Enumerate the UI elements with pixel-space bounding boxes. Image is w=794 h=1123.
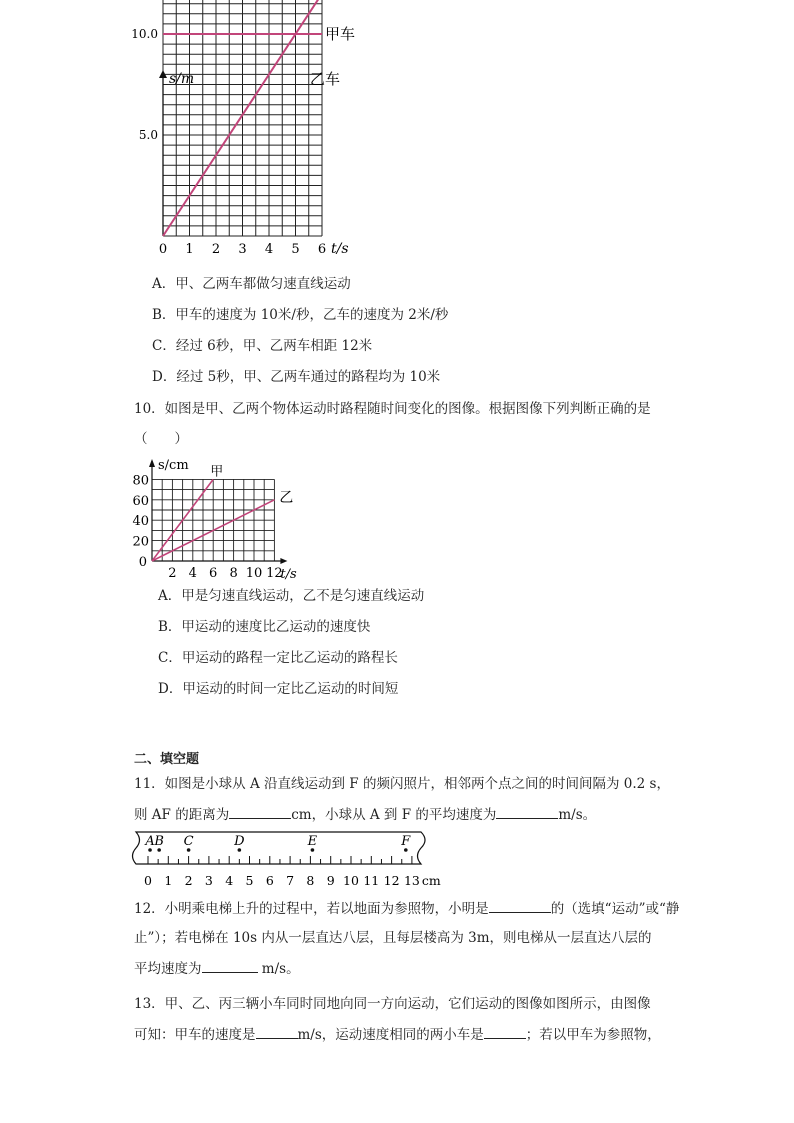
x-axis-label: t/s [280,567,297,582]
q11-text-c: m/s。 [558,807,597,823]
x-tick-label: 2 [168,566,177,581]
ruler-unit: cm [421,873,441,888]
ruler-number: 7 [286,873,295,888]
x-tick-label: 0 [158,242,168,257]
ruler-number: 12 [383,873,400,888]
ruler [133,832,441,888]
q12-line1 [134,898,679,919]
ruler-number: 10 [343,873,359,888]
ruler-number: 9 [326,873,335,888]
q11-blank-1[interactable] [229,804,291,819]
ruler-number: 8 [306,873,315,888]
y-tick-label: 10.0 [131,27,158,41]
q13-blank-1[interactable] [256,1024,298,1039]
x-tick-label: 5 [291,242,300,257]
q13-text-a: 可知：甲车的速度是 [134,1027,256,1043]
q13-line2 [134,1024,661,1045]
x-axis-label: t/s [331,241,349,257]
ruler-number: 5 [245,873,254,888]
q10-option-b[interactable]: B．甲运动的速度比乙运动的速度快 [158,619,371,635]
y-axis-arrow [149,459,155,467]
ruler-point-label: C [183,834,194,849]
q11-line1: 11．如图是小球从 A 沿直线运动到 F 的频闪照片，相邻两个点之间的时间间隔为 0.2 s， [134,776,670,792]
origin-label: 0 [138,555,147,570]
x-tick-label: 12 [266,566,283,581]
q11-blank-2[interactable] [496,804,558,819]
section-title: 二、填空题 [134,752,200,767]
chart-1 [130,25,380,263]
series-label-yi: 乙 [279,489,294,506]
x-tick-label: 2 [211,242,221,257]
ruler-number: 2 [184,873,193,888]
q12-line2: 止”）；若电梯在 10s 内从一层直达八层，且每层楼高为 3m，则电梯从一层直达八层的 [134,930,652,946]
ruler-number: 4 [225,873,234,888]
x-tick-label: 10 [245,566,263,581]
q12-text-c: 平均速度为 [134,961,202,977]
q10-option-a[interactable]: A．甲是匀速直线运动，乙不是匀速直线运动 [158,588,425,604]
y-axis-label: s/m [169,71,195,87]
series-label-jia: 甲车 [325,25,356,43]
q10-option-d[interactable]: D．甲运动的时间一定比乙运动的时间短 [158,681,399,697]
q10-answer-paren: （ ） [134,431,188,447]
x-tick-label: 1 [185,242,194,257]
x-tick-label: 3 [238,242,247,257]
q9-option-c[interactable]: C．经过 6秒，甲、乙两车相距 12米 [152,338,373,354]
q9-option-a[interactable]: A．甲、乙两车都做匀速直线运动 [152,276,351,292]
q12-text-d: m/s。 [261,961,300,977]
y-tick-label: 60 [132,493,149,509]
y-tick-label: 5.0 [138,128,158,142]
x-tick-label: 6 [209,566,218,581]
series-label-yi: 乙车 [310,70,341,88]
y-axis-label: s/cm [158,458,189,473]
q12-text-b: 的（选填“运动”或“静 [550,901,680,917]
x-axis-arrow [280,558,287,564]
q12-text-a: 12．小明乘电梯上升的过程中，若以地面为参照物，小明是 [134,901,489,917]
y-tick-label: 20 [132,534,149,550]
ruler-number: 11 [363,873,380,888]
ruler-number: 1 [164,873,173,888]
q9-option-b[interactable]: B．甲车的速度为 10米/秒，乙车的速度为 2米/秒 [152,307,449,323]
x-tick-label: 8 [229,566,238,581]
ruler-point-label: B [154,834,164,849]
ruler-point-label: D [234,834,245,849]
y-tick-label: 80 [132,473,149,489]
chart-1-labels [131,25,355,257]
ruler-number: 3 [204,873,213,888]
ruler-point-label: E [307,834,318,849]
q10-option-c[interactable]: C．甲运动的路程一定比乙运动的路程长 [158,650,398,666]
q11-text-b: cm，小球从 A 到 F 的平均速度为 [291,807,497,823]
x-tick-label: 4 [188,566,197,581]
q13-blank-2[interactable] [484,1024,526,1039]
ruler-number: 13 [403,873,420,888]
q13-text-c: ；若以甲车为参照物， [525,1027,661,1043]
q13-line1: 13．甲、乙、丙三辆小车同时同地向同一方向运动，它们运动的图像如图所示，由图像 [134,996,651,1012]
q11-text-a: 则 AF 的距离为 [134,807,230,823]
ruler-figure [128,828,448,892]
q12-blank-2[interactable] [202,958,258,973]
ruler-point-label: F [401,834,411,849]
q10-stem: 10．如图是甲、乙两个物体运动时路程随时间变化的图像。根据图像下列判断正确的是 [134,401,651,417]
ruler-number: 0 [144,873,152,888]
chart-2-grid [152,479,274,561]
q12-line3 [134,958,300,979]
q13-text-b: m/s，运动速度相同的两小车是 [297,1027,484,1043]
q9-option-d[interactable]: D．经过 5秒，甲、乙两车通过的路程均为 10米 [152,369,441,385]
x-tick-label: 6 [317,242,327,257]
series-label-jia: 甲 [210,464,224,480]
ruler-number: 6 [265,873,274,888]
q11-line2 [134,804,596,825]
ruler-point-label: A [145,834,155,849]
x-tick-label: 4 [264,242,274,257]
y-tick-label: 40 [132,514,149,530]
q12-blank-1[interactable] [489,898,551,913]
chart-2 [128,455,318,583]
